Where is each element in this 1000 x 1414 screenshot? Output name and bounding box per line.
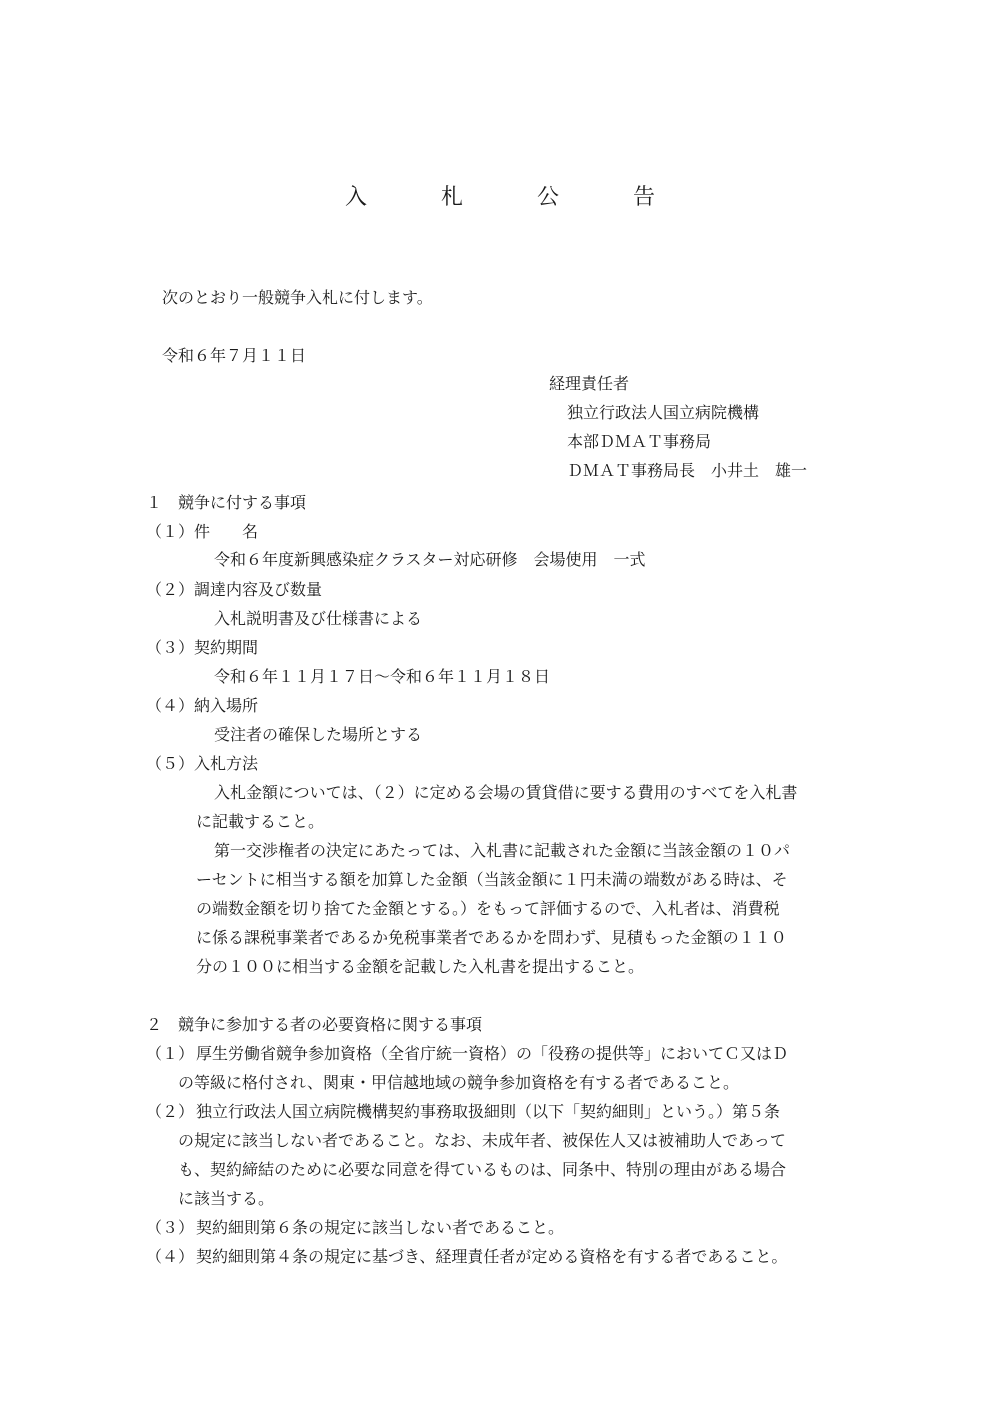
section2-item1-line1: 厚生労働省競争参加資格（全省庁統一資格）の「役務の提供等」においてＣ又はＤ (196, 1044, 789, 1063)
method-line-6: に係る課税事業者であるか免税事業者であるかを問わず、見積もった金額の１１０ (196, 928, 787, 947)
section2-item4-line1: 契約細則第４条の規定に基づき、経理責任者が定める資格を有する者であること。 (196, 1247, 788, 1266)
section2-item2-line2: の規定に該当しない者であること。なお、未成年者、被保佐人又は被補助人であって (178, 1131, 786, 1150)
section2-item2-line1: 独立行政法人国立病院機構契約事務取扱細則（以下「契約細則」という。）第５条 (196, 1102, 781, 1121)
section1-item1-label: （１）件 名 (146, 522, 259, 541)
page-title: 入 札 公 告 (344, 185, 681, 210)
method-line-4: ーセントに相当する額を加算した金額（当該金額に１円未満の端数がある時は、そ (196, 870, 788, 889)
section1-item3-content: 令和６年１１月１７日～令和６年１１月１８日 (214, 667, 551, 686)
section2-item3-line1: 契約細則第６条の規定に該当しない者であること。 (196, 1218, 565, 1237)
section1-item5-label: （５）入札方法 (146, 754, 259, 773)
method-line-1: 入札金額については、（２）に定める会場の賃貸借に要する費用のすべてを入札書 (214, 783, 798, 802)
notice-date: 令和６年７月１１日 (162, 346, 307, 365)
section2-item3-label: （３） (146, 1218, 195, 1237)
issuer-role: 経理責任者 (549, 374, 630, 393)
section2-item1-label: （１） (146, 1044, 195, 1063)
issuer-block (549, 374, 807, 490)
section2-item2-line3: も、契約締結のために必要な同意を得ているものは、同条中、特別の理由がある場合 (178, 1160, 787, 1179)
section1-item3-label: （３）契約期間 (146, 638, 259, 657)
issuer-person: ＤＭＡＴ事務局長 小井土 雄一 (567, 461, 808, 480)
section2-item2-line4: に該当する。 (178, 1189, 275, 1208)
method-line-2: に記載すること。 (196, 812, 325, 831)
section1-item2-label: （２）調達内容及び数量 (146, 580, 323, 599)
section2-item2-label: （２） (146, 1102, 195, 1121)
section2-heading: ２ 競争に参加する者の必要資格に関する事項 (146, 1015, 483, 1034)
method-line-7: 分の１００に相当する金額を記載した入札書を提出すること。 (196, 957, 645, 976)
section1-item4-label: （４）納入場所 (146, 696, 259, 715)
method-line-3: 第一交渉権者の決定にあたっては、入札書に記載された金額に当該金額の１０パ (214, 841, 791, 860)
section1-item2-content: 入札説明書及び仕様書による (214, 609, 423, 628)
section1-heading: １ 競争に付する事項 (146, 493, 307, 512)
section1-item4-content: 受注者の確保した場所とする (214, 725, 423, 744)
section2-item4-label: （４） (146, 1247, 195, 1266)
method-line-5: の端数金額を切り捨てた金額とする。）をもって評価するので、入札者は、消費税 (196, 899, 780, 918)
intro-text: 次のとおり一般競争入札に付します。 (162, 288, 433, 307)
issuer-org: 独立行政法人国立病院機構 (567, 403, 760, 422)
issuer-dept: 本部ＤＭＡＴ事務局 (567, 432, 712, 451)
section2-item1-line2: の等級に格付され、関東・甲信越地域の競争参加資格を有する者であること。 (178, 1073, 739, 1092)
section1-item1-content: 令和６年度新興感染症クラスター対応研修 会場使用 一式 (214, 550, 646, 569)
